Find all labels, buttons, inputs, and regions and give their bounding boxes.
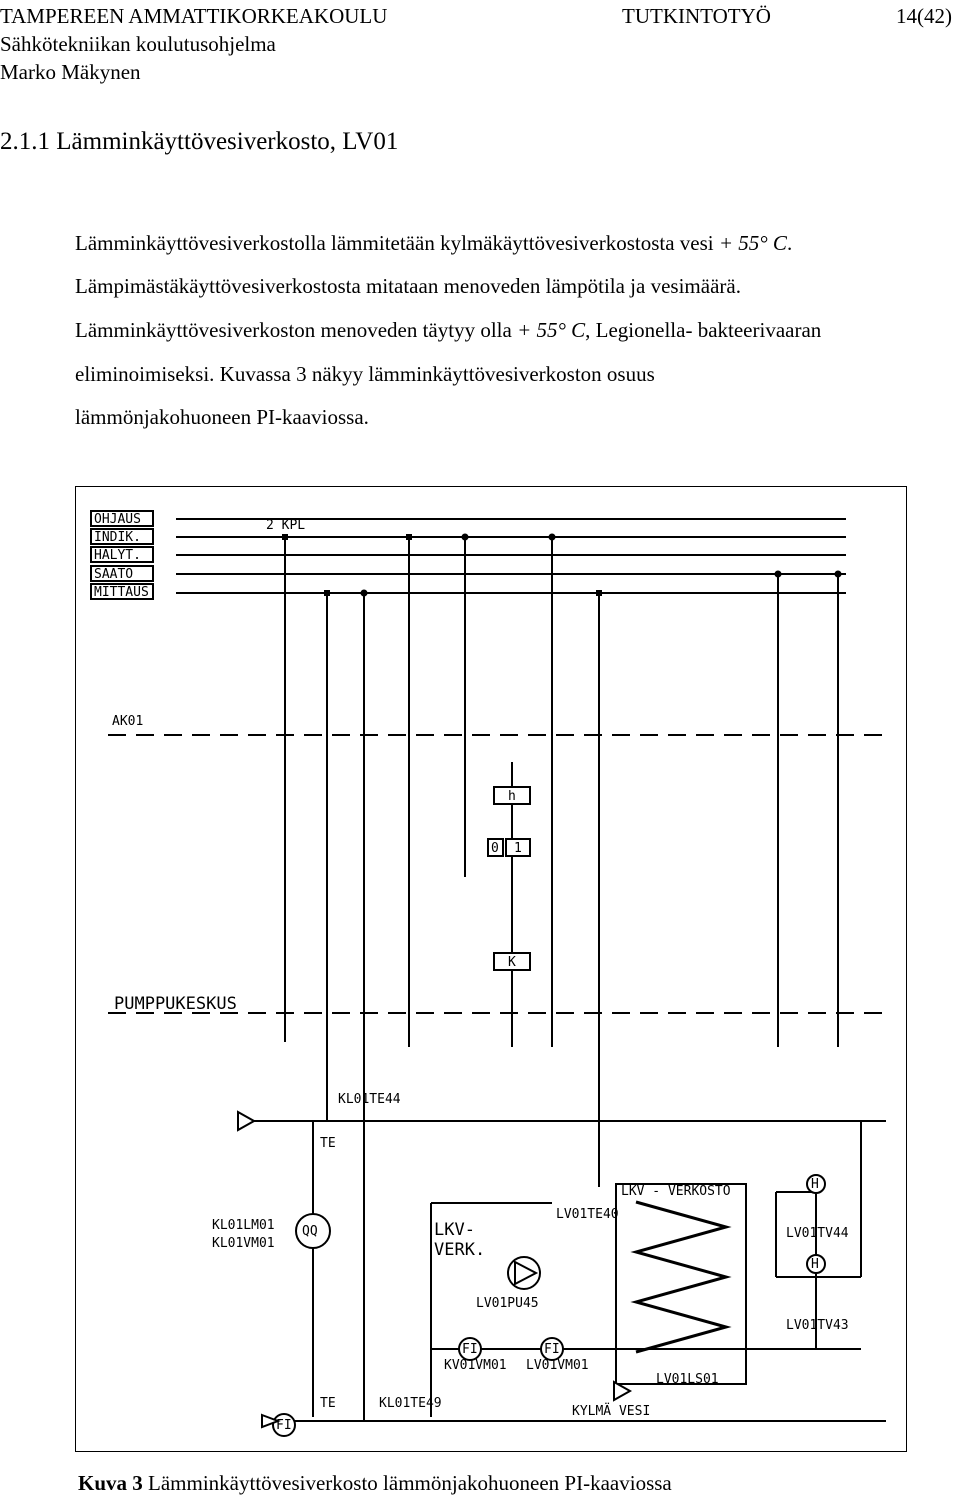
paragraph-line-5: lämmönjakohuoneen PI-kaaviossa. [75,405,369,429]
motor-label-1: KL01LM01 [212,1218,275,1233]
kpl-label: 2 KPL [266,518,306,533]
paragraph-line-1 [75,231,792,255]
box-h-label: h [508,789,516,804]
lkv-verk-label-2: VERK. [434,1240,486,1260]
fi-label-1: FI [462,1342,478,1357]
caption-label: Kuva 3 [78,1471,143,1495]
lkv-verk-label-1: LKV- [434,1220,475,1240]
te-top-label: KL01TE44 [338,1092,401,1107]
box-1-label: 1 [514,841,522,856]
lv01tv43-label: LV01TV43 [786,1318,849,1333]
temperature-expression: + 55° C [517,318,586,342]
lv01te40-label: LV01TE40 [556,1207,619,1222]
header-school: TAMPEREEN AMMATTIKORKEAKOULU [0,4,388,28]
motor-symbol: QQ [302,1224,318,1239]
lv01pu45-label: LV01PU45 [476,1296,539,1311]
box-0-label: 0 [491,841,499,856]
fi-label-3: FI [276,1418,292,1433]
paragraph-line-3 [75,318,821,342]
flow-arrow-in [238,1112,254,1130]
header-page-number: 14(42) [896,4,952,28]
header-program: Sähkötekniikan koulutusohjelma [0,32,276,56]
lv01tv44-label: LV01TV44 [786,1226,849,1241]
legend-halyt: HÄLYT. [94,548,141,563]
te-label-1: TE [320,1136,336,1151]
temperature-expression: + 55° C [718,231,787,255]
text-fragment: Lämminkäyttövesiverkoston menoveden täytyy olla [75,318,512,342]
paragraph-line-4: eliminoimiseksi. Kuvassa 3 näkyy lämminkäyttövesiverkoston osuus [75,362,655,386]
header-doc-type: TUTKINTOTYÖ [622,4,771,28]
text-fragment: , Legionella- bakteerivaaran [585,318,822,342]
fi-label-2: FI [544,1342,560,1357]
caption-text: Lämminkäyttövesiverkosto lämmönjakohuoneen PI-kaaviossa [142,1471,672,1495]
junction-dots [282,534,842,597]
section-title: 2.1.1 Lämminkäyttövesiverkosto, LV01 [0,128,399,155]
legend-ohjaus: OHJAUS [94,512,141,527]
h1-label: H [811,1177,819,1192]
kl01te49-label: KL01TE49 [379,1396,442,1411]
pi-diagram-drawing [76,487,908,1453]
legend-mittaus: MITTAUS [94,585,149,600]
legend-saato: SÄÄTÖ [94,567,134,582]
ak01-label: AK01 [112,714,144,729]
pumppukeskus-label: PUMPPUKESKUS [114,994,237,1014]
box-k-label: K [508,955,516,970]
pi-diagram [75,486,907,1452]
lkv-verkosto-label: LKV - VERKOSTO [621,1184,731,1199]
header-author: Marko Mäkynen [0,60,141,84]
text-fragment: . [786,231,793,255]
kylma-vesi-label: KYLMÄ VESI [572,1404,651,1419]
kv01vm01-label: KV01VM01 [444,1358,507,1373]
lv01ls01-label: LV01LS01 [656,1372,719,1387]
text-fragment: Lämminkäyttövesiverkostolla lämmitetään kylmäkäyttövesiverkostosta vesi [75,231,714,255]
paragraph-line-2: Lämpimästäkäyttövesiverkostosta mitataan menoveden lämpötila ja vesimäärä. [75,274,741,298]
motor-label-2: KL01VM01 [212,1236,275,1251]
legend-indik: INDIK. [94,530,141,545]
figure-caption [78,1471,672,1495]
te-label-2: TE [320,1396,336,1411]
lv01vm01-label: LV01VM01 [526,1358,589,1373]
h2-label: H [811,1257,819,1272]
